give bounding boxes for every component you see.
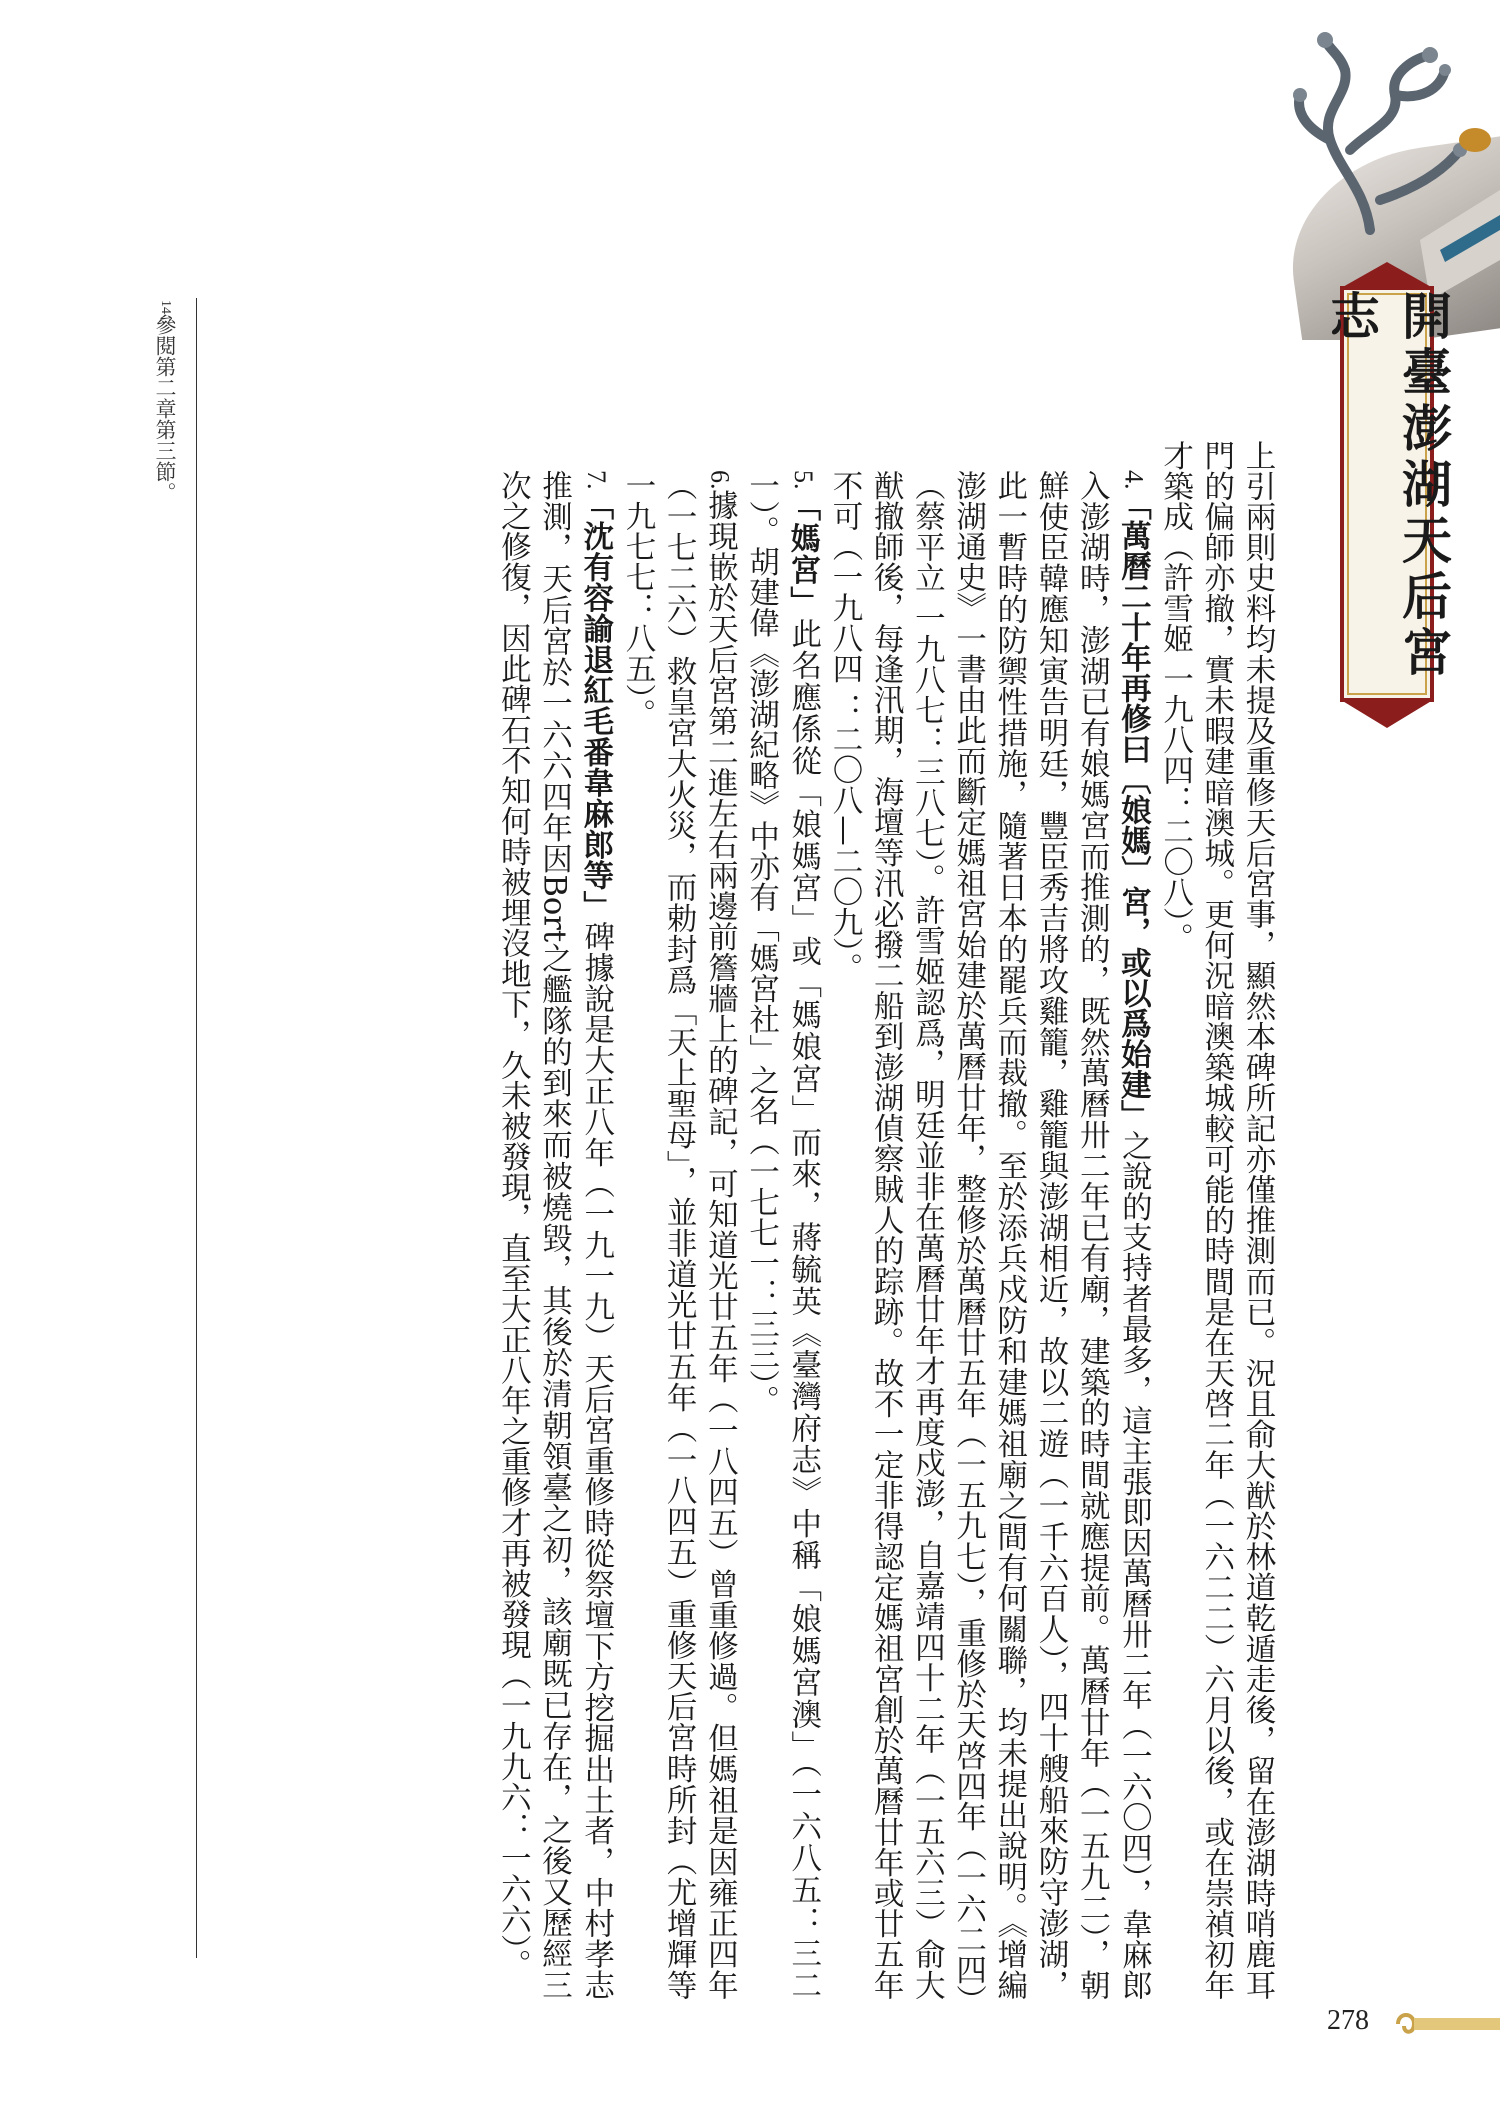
banner-cap-bottom bbox=[1341, 700, 1433, 728]
numbered-paragraph: 6.據現嵌於天后宮第二進左右兩邊前簷牆上的碑記，可知道光廿五年（一八四五）曾重修過。但媽祖是因雍正四年（一七二六）救皇宮大火災，而勅封爲「天上聖母」，並非道光廿五年（一八四五）重修天后宮時所封（尤增輝等 一九七七：八五）。 bbox=[619, 470, 738, 2000]
chapter-title-banner bbox=[1322, 286, 1453, 702]
item-lead: 「萬曆二十年再修曰〔娘媽〕宮，或以爲始建」 bbox=[1115, 489, 1152, 1131]
page-number: 278 bbox=[1327, 2005, 1369, 2036]
book-title: 開臺澎湖天后宮志 bbox=[1322, 290, 1453, 682]
item-number: 6. bbox=[705, 470, 735, 490]
paragraph: 上引兩則史料均未提及重修天后宮事，顯然本碑所記亦僅推測而已。況且俞大猷於林道乾遁走後，留在澎湖時哨鹿耳門的偏師亦撤，實未暇建暗澳城。更何況暗澳築城較可能的時間是在天啓二年（一六二二）六月以後，或在崇禎初年才築成（許雪姬 一九八四：二〇八）。 bbox=[1157, 440, 1275, 2000]
footnote bbox=[140, 300, 180, 900]
footnote-text: 參閱第二章第三節。 bbox=[153, 314, 177, 503]
item-number: 7. bbox=[581, 470, 611, 490]
numbered-paragraph: 4.「萬曆二十年再修曰〔娘媽〕宮，或以爲始建」之說的支持者最多，這主張即因萬曆卅二年（一六〇四），韋麻郎入澎湖時，澎湖已有娘媽宮而推測的，既然萬曆卅二年已有廟，建築的時間就應提前。萬曆廿年（一五九二），朝鮮使臣韓應知寅告明廷，豐臣秀吉將攻雞籠，雞籠與澎湖相近，故以二遊（一千六百人），四十艘船來防守澎湖，此一暫時的防禦性措施，隨著日本的罷兵而裁撤。至於添兵戍防和建媽祖廟之間有何關聯，均未提出說明。《增編澎湖通史》一書由此而斷定媽祖宮始建於萬曆廿年，整修於萬曆廿五年（一五九七），重修於天啓四年（一六二四）（蔡平立 一九八七：三八七）。許雪姬認爲，明廷並非在萬曆廿年才再度戍澎，自嘉靖四十二年（一五六三）俞大猷撤師後，每逢汛期，海壇等汛必撥二船到澎湖偵察賊人的踪跡。故不一定非得認定媽祖宮創於萬曆廿年或廿五年不可（一九八四 ：二〇八—二〇九）。 bbox=[826, 470, 1152, 2001]
numbered-paragraph: 7.「沈有容諭退紅毛番韋麻郎等」碑據說是大正八年（一九一九）天后宮重修時從祭壇下方挖掘出土者，中村孝志推測，天后宮於一六六四年因Bort之艦隊的到來而被燒毀，其後於清朝領臺之初，該廟既已存在，之後又歷經三次之修復，因此碑石不知何時被埋沒地下，久未被發現，直至大正八年之重修才再被發現（一九九六：一六六）。 bbox=[495, 470, 614, 2001]
banner-cap-top bbox=[1341, 262, 1433, 288]
footnote-divider bbox=[196, 298, 197, 1958]
item-number: 4. bbox=[1119, 470, 1149, 490]
body-text bbox=[238, 440, 1278, 2000]
item-number: 5. bbox=[788, 470, 818, 490]
item-lead: 「媽宮」 bbox=[784, 489, 821, 618]
item-lead: 「沈有容諭退紅毛番韋麻郎等」 bbox=[577, 489, 614, 922]
page-ornament-icon bbox=[1392, 2008, 1500, 2040]
numbered-paragraph: 5.「媽宮」此名應係從「娘媽宮」或「媽娘宮」而來，蔣毓英《臺灣府志》中稱「娘媽宮澳」（一六八五：三二一）。胡建偉《澎湖紀略》中亦有「媽宮社」之名（一七七一：三三）。 bbox=[743, 470, 821, 2001]
footnote-number: 14 bbox=[158, 300, 173, 314]
